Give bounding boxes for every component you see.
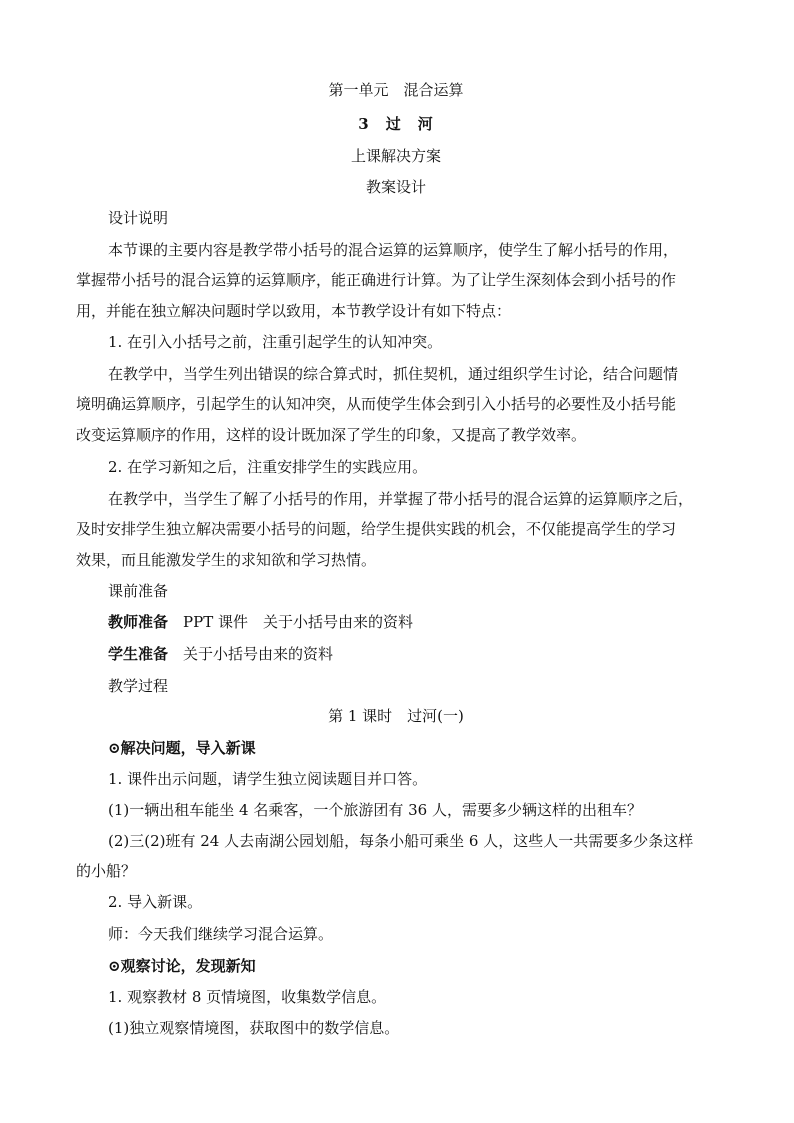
- design-notes-heading: 设计说明: [108, 209, 169, 227]
- subtitle: 上课解决方案: [350, 147, 441, 165]
- process-heading: 教学过程: [108, 677, 169, 695]
- intro-line-2: 掌握带小括号的混合运算的运算顺序，能正确进行计算。为了让学生深刻体会到小括号的作: [76, 271, 677, 289]
- unit-title: 第一单元 混合运算: [328, 81, 464, 99]
- section-2-heading: ⊙观察讨论，发现新知: [108, 957, 256, 975]
- section-1-teacher-line: 师：今天我们继续学习混合运算。: [108, 925, 334, 943]
- period-title: 第 1 课时 过河(一): [328, 707, 464, 725]
- student-preparation-items: 关于小括号由来的资料: [183, 645, 334, 663]
- section-title: 教案设计: [365, 178, 426, 196]
- point-2-line-1: 在教学中，当学生了解了小括号的作用，并掌握了带小括号的混合运算的运算顺序之后，: [108, 490, 694, 508]
- section-2-sub-1: (1)独立观察情境图，获取图中的数学信息。: [108, 1019, 400, 1037]
- point-2-line-3: 效果，而且能激发学生的求知欲和学习热情。: [76, 551, 377, 569]
- point-1-line-3: 改变运算顺序的作用，这样的设计既加深了学生的印象，又提高了教学效率。: [76, 426, 587, 444]
- student-preparation: [108, 644, 716, 664]
- intro-line-1: 本节课的主要内容是教学带小括号的混合运算的运算顺序，使学生了解小括号的作用，: [108, 241, 679, 259]
- intro-line-3: 用，并能在独立解决问题时学以致用，本节教学设计有如下特点：: [76, 302, 512, 320]
- section-1-question-1: (1)一辆出租车能坐 4 名乘客，一个旅游团有 36 人，需要多少辆这样的出租车？: [108, 801, 642, 819]
- teacher-preparation-items: PPT 课件 关于小括号由来的资料: [183, 613, 413, 631]
- point-1-line-2: 境明确运算顺序，引起学生的认知冲突，从而使学生体会到引入小括号的必要性及小括号能: [76, 395, 677, 413]
- student-preparation-label: 学生准备: [108, 645, 169, 663]
- teacher-preparation-label: 教师准备: [108, 613, 169, 631]
- point-1-heading: 1. 在引入小括号之前，注重引起学生的认知冲突。: [108, 333, 443, 351]
- section-1-question-2-line-1: (2)三(2)班有 24 人去南湖公园划船，每条小船可乘坐 6 人，这些人一共需要多少条这样: [108, 832, 694, 850]
- section-1-heading: ⊙解决问题，导入新课: [108, 739, 256, 757]
- point-1-line-1: 在教学中，当学生列出错误的综合算式时，抓住契机，通过组织学生讨论，结合问题情: [108, 365, 679, 383]
- preparation-heading: 课前准备: [108, 582, 169, 600]
- lesson-title: 3 过 河: [358, 115, 434, 133]
- point-2-heading: 2. 在学习新知之后，注重安排学生的实践应用。: [108, 458, 428, 476]
- point-2-line-2: 及时安排学生独立解决需要小括号的问题，给学生提供实践的机会，不仅能提高学生的学习: [76, 520, 677, 538]
- section-1-question-2-line-2: 的小船？: [76, 862, 137, 880]
- section-1-item-1: 1. 课件出示问题，请学生独立阅读题目并口答。: [108, 770, 428, 788]
- teacher-preparation: [108, 612, 716, 632]
- section-2-item-1: 1. 观察教材 8 页情境图，收集数学信息。: [108, 988, 387, 1006]
- section-1-item-2: 2. 导入新课。: [108, 893, 203, 911]
